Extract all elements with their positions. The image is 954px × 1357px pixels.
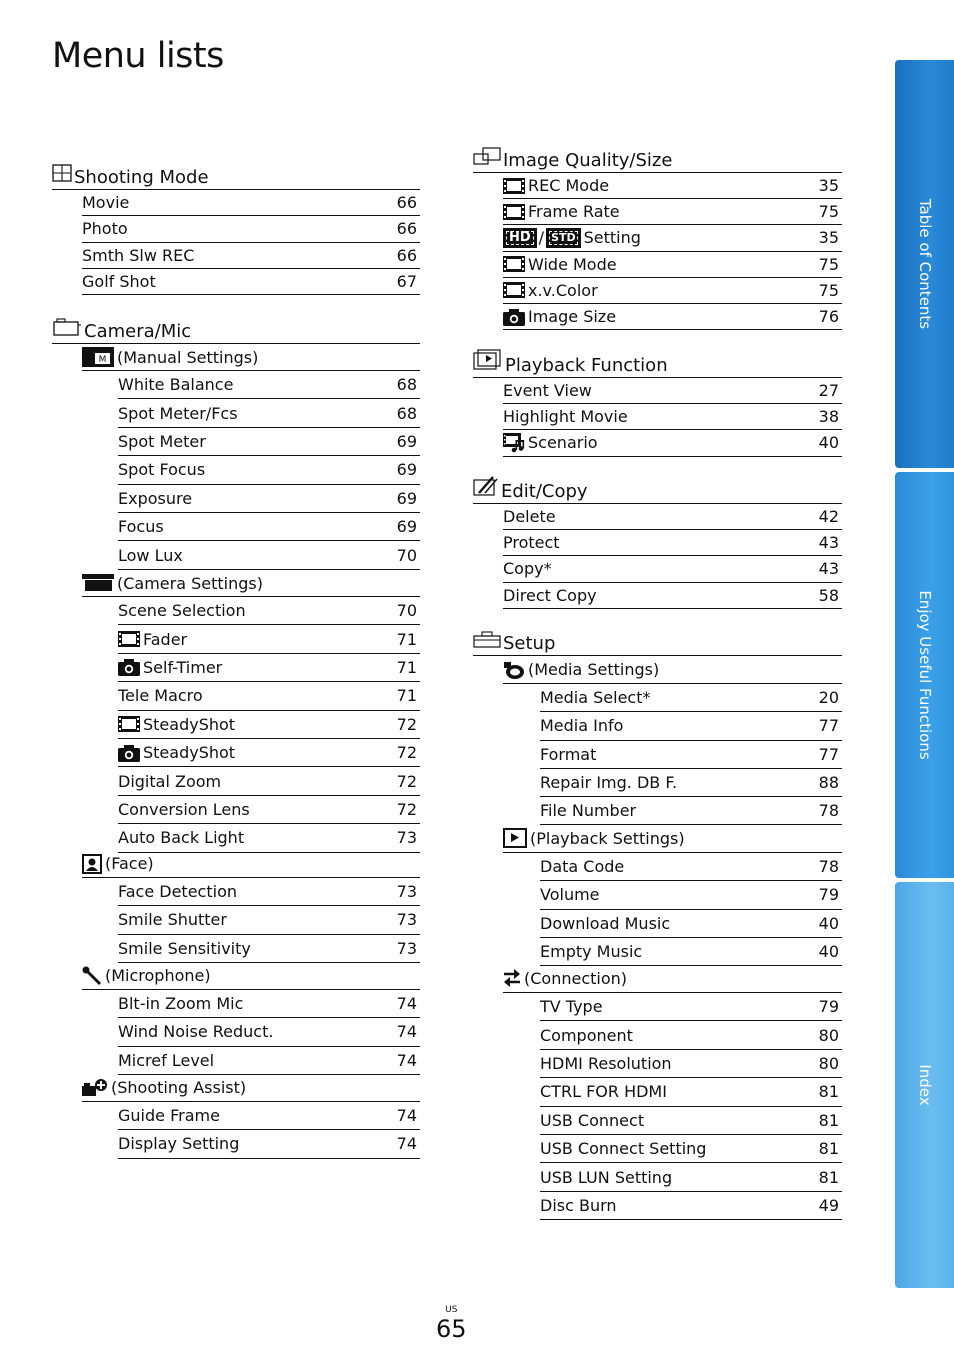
page-ref: 74 (396, 994, 417, 1014)
menu-row[interactable] (118, 739, 420, 767)
page-ref: 68 (396, 403, 417, 423)
page-ref: 71 (396, 629, 417, 649)
menu-row[interactable] (540, 1163, 842, 1191)
menu-item-label (82, 193, 129, 212)
tab-enjoy-useful-functions[interactable] (895, 472, 954, 878)
menu-item-label (503, 381, 592, 400)
page-ref: 81 (818, 1110, 839, 1130)
menu-row[interactable] (540, 1135, 842, 1163)
media-settings-icon (503, 660, 525, 680)
menu-item-label (540, 1026, 633, 1045)
page-ref: 35 (818, 228, 839, 248)
menu-item-label (118, 489, 192, 508)
menu-item-text: Smth Slw REC (82, 245, 195, 265)
menu-row[interactable] (118, 625, 420, 653)
menu-item-text: USB LUN Setting (540, 1167, 673, 1187)
menu-item-text: Spot Focus (118, 460, 206, 480)
page-ref: 27 (818, 381, 839, 401)
menu-item-label (118, 743, 235, 762)
svg-text:M: M (98, 355, 107, 365)
page-ref: 42 (818, 507, 839, 527)
menu-item-text: x.v.Color (528, 280, 598, 300)
menu-item-label (118, 715, 235, 734)
menu-row[interactable] (82, 269, 420, 295)
menu-row[interactable] (118, 597, 420, 625)
page-ref: 74 (396, 1050, 417, 1070)
menu-item-text: White Balance (118, 375, 234, 395)
page-ref: 71 (396, 686, 417, 706)
page-ref: 79 (818, 885, 839, 905)
menu-row[interactable] (503, 173, 842, 199)
page-ref: 66 (396, 245, 417, 265)
menu-item-text: Digital Zoom (118, 771, 222, 791)
menu-item-text: Wide Mode (528, 254, 617, 274)
menu-row[interactable] (540, 881, 842, 909)
page-ref: 71 (396, 657, 417, 677)
menu-item-label (540, 1082, 667, 1101)
movie-icon (503, 177, 525, 195)
menu-row[interactable] (503, 430, 842, 456)
page-ref: 72 (396, 743, 417, 763)
page-ref: 77 (818, 716, 839, 736)
page-ref: 67 (396, 272, 417, 292)
page-number (436, 1306, 467, 1343)
menu-item-label (540, 997, 603, 1016)
menu-item-label (118, 939, 251, 958)
menu-row[interactable] (503, 378, 842, 404)
menu-row[interactable] (118, 906, 420, 934)
subhead-face (82, 850, 420, 878)
page-ref: 76 (818, 307, 839, 327)
menu-item-text: Spot Meter/Fcs (118, 403, 238, 423)
menu-row[interactable] (118, 371, 420, 399)
movie-icon (118, 630, 140, 648)
menu-item-label (118, 800, 250, 819)
menu-item-label (82, 272, 156, 291)
menu-item-label (540, 1196, 617, 1215)
menu-item-text: Face Detection (118, 882, 237, 902)
page-ref: 80 (818, 1053, 839, 1073)
menu-item-text: Photo (82, 219, 128, 239)
menu-item-text: Frame Rate (528, 202, 620, 222)
menu-item-text: Delete (503, 507, 556, 527)
section-title: Edit/Copy (501, 481, 588, 502)
menu-row[interactable] (118, 878, 420, 906)
page-region: US (445, 1305, 458, 1315)
menu-row[interactable] (118, 456, 420, 484)
edit-copy-icon (473, 475, 499, 502)
menu-item-text: Guide Frame (118, 1106, 220, 1126)
menu-item-label (118, 828, 244, 847)
menu-item-text: Low Lux (118, 545, 183, 565)
menu-row[interactable] (540, 712, 842, 740)
menu-item-text: Smile Shutter (118, 910, 227, 930)
menu-item-label (540, 857, 624, 876)
tab-label: Enjoy Useful Functions (915, 590, 934, 760)
subhead-manual-settings (82, 344, 420, 371)
section-title: Camera/Mic (84, 321, 192, 342)
page-ref: 40 (818, 433, 839, 453)
menu-item-label (503, 507, 556, 526)
menu-item-text: Auto Back Light (118, 828, 245, 848)
menu-item-text: File Number (540, 801, 637, 821)
menu-row[interactable] (540, 910, 842, 938)
menu-item-label (82, 246, 194, 265)
menu-item-text: Repair Img. DB F. (540, 773, 678, 793)
page-ref: 75 (818, 254, 839, 274)
tab-table-of-contents[interactable] (895, 60, 954, 468)
page-ref: 49 (818, 1195, 839, 1215)
subhead-label: (Face) (105, 854, 154, 873)
menu-item-text: Empty Music (540, 942, 643, 962)
menu-row[interactable] (118, 399, 420, 427)
menu-row[interactable] (118, 654, 420, 682)
menu-item-label (118, 460, 205, 479)
subhead-microphone (82, 962, 420, 990)
page-ref: 66 (396, 219, 417, 239)
subhead-connection (503, 964, 842, 993)
page-ref: 66 (396, 193, 417, 213)
menu-item-label (503, 407, 628, 426)
menu-item-label (540, 1054, 672, 1073)
menu-row[interactable] (540, 769, 842, 797)
menu-item-label (118, 882, 237, 901)
menu-item-label (118, 630, 187, 649)
movie-icon (118, 715, 140, 733)
menu-item-label (503, 586, 597, 605)
menu-item-label (82, 219, 128, 238)
subhead-label: (Media Settings) (528, 660, 660, 679)
menu-item-label (540, 1139, 706, 1158)
page-ref: 72 (396, 799, 417, 819)
menu-row[interactable] (118, 428, 420, 456)
menu-row[interactable] (540, 797, 842, 825)
menu-row[interactable] (118, 990, 420, 1018)
menu-row[interactable] (540, 1021, 842, 1049)
menu-item-text: Smile Sensitivity (118, 938, 251, 958)
page-ref: 70 (396, 545, 417, 565)
menu-item-text: Blt-in Zoom Mic (118, 994, 244, 1014)
microphone-icon (82, 966, 102, 986)
page-ref: 43 (818, 559, 839, 579)
menu-item-label (118, 404, 238, 423)
menu-item-label (118, 658, 222, 677)
menu-row[interactable] (118, 1018, 420, 1046)
page-ref: 20 (818, 688, 839, 708)
movie-icon (503, 255, 525, 273)
menu-item-label (540, 1168, 672, 1187)
menu-row[interactable] (118, 541, 420, 569)
menu-row[interactable] (540, 1050, 842, 1078)
subhead-media-settings (503, 656, 842, 684)
page-ref: 68 (396, 375, 417, 395)
subhead-label: (Shooting Assist) (111, 1078, 247, 1097)
menu-item-label (118, 686, 203, 705)
menu-item-label (503, 281, 598, 300)
menu-row[interactable] (540, 741, 842, 769)
connection-icon (503, 968, 521, 988)
page-ref: 80 (818, 1025, 839, 1045)
page-ref: 88 (818, 773, 839, 793)
menu-item-text: TV Type (540, 997, 603, 1017)
camera-mic-icon (52, 317, 82, 342)
manual-settings-icon (82, 347, 114, 367)
section-title: Image Quality/Size (503, 150, 673, 171)
menu-row[interactable] (540, 853, 842, 881)
menu-item-label (540, 1111, 644, 1130)
menu-item-text: Protect (503, 533, 560, 553)
image-quality-icon (473, 146, 501, 171)
menu-item-label (503, 176, 609, 195)
menu-item-label (503, 202, 620, 221)
page-ref: 74 (396, 1022, 417, 1042)
menu-item-text: Golf Shot (82, 272, 156, 292)
shooting-assist-icon (82, 1078, 108, 1098)
hd-std-badges (503, 228, 581, 248)
page-ref: 74 (396, 1106, 417, 1126)
menu-row[interactable] (503, 252, 842, 278)
tab-label: Index (915, 1064, 934, 1106)
menu-item-label (118, 1022, 273, 1041)
page-ref: 73 (396, 938, 417, 958)
subhead-camera-settings (82, 570, 420, 597)
page-ref: 72 (396, 771, 417, 791)
section-edit-copy (473, 474, 842, 504)
menu-item-text: Conversion Lens (118, 799, 250, 819)
menu-item-text: Spot Meter (118, 431, 206, 451)
menu-row[interactable] (82, 190, 420, 216)
camera-settings-icon (82, 573, 114, 593)
menu-item-label (118, 517, 164, 536)
menu-item-label (118, 772, 221, 791)
page-number-value: 65 (436, 1315, 467, 1343)
playback-settings-icon (503, 828, 527, 848)
section-setup (473, 628, 842, 656)
menu-item-text: HDMI Resolution (540, 1053, 672, 1073)
menu-item-text: Display Setting (118, 1134, 240, 1154)
page-ref: 78 (818, 857, 839, 877)
hd-badge-icon: HD (503, 228, 537, 248)
menu-row[interactable] (118, 513, 420, 541)
menu-row[interactable] (118, 485, 420, 513)
menu-item-text: Focus (118, 517, 164, 537)
page-title: Menu lists (52, 36, 224, 76)
menu-item-text: Format (540, 744, 597, 764)
menu-row[interactable] (503, 278, 842, 304)
movie-icon (503, 281, 525, 299)
page-ref: 73 (396, 882, 417, 902)
menu-item-label (118, 1051, 214, 1070)
menu-item-text: USB Connect Setting (540, 1139, 707, 1159)
camera-icon (503, 308, 525, 326)
menu-row[interactable] (118, 767, 420, 795)
menu-row[interactable] (118, 1047, 420, 1075)
page-ref: 78 (818, 801, 839, 821)
menu-item-label (118, 994, 243, 1013)
menu-item-text: Tele Macro (118, 686, 203, 706)
menu-item-label (540, 688, 651, 707)
menu-row[interactable] (503, 530, 842, 556)
tab-label: Table of Contents (915, 198, 934, 330)
menu-item-text: SteadyShot (143, 743, 236, 763)
menu-row[interactable] (540, 993, 842, 1021)
menu-item-text: CTRL FOR HDMI (540, 1082, 667, 1102)
page-ref: 69 (396, 460, 417, 480)
camera-icon (118, 658, 140, 676)
movie-icon (503, 203, 525, 221)
menu-item-label (540, 773, 677, 792)
menu-item-label (503, 533, 560, 552)
menu-row[interactable] (118, 711, 420, 739)
menu-item-text: Movie (82, 193, 130, 213)
page-ref: 75 (818, 202, 839, 222)
page-ref: 72 (396, 714, 417, 734)
menu-row[interactable] (82, 216, 420, 242)
page-ref: 81 (818, 1139, 839, 1159)
tab-index[interactable] (895, 882, 954, 1288)
page-ref: 69 (396, 517, 417, 537)
menu-item-label (503, 228, 641, 248)
menu-row[interactable] (118, 824, 420, 852)
menu-item-label (540, 914, 670, 933)
menu-item-text: Direct Copy (503, 585, 597, 605)
subhead-shooting-assist (82, 1074, 420, 1102)
menu-row[interactable] (540, 1078, 842, 1106)
playback-function-icon (473, 349, 503, 376)
menu-row[interactable] (503, 404, 842, 430)
page-ref: 58 (818, 585, 839, 605)
menu-item-label (118, 1134, 239, 1153)
menu-item-text: Fader (143, 629, 188, 649)
subhead-label: (Camera Settings) (117, 573, 263, 593)
section-title: Playback Function (505, 355, 668, 376)
menu-row[interactable] (503, 225, 842, 251)
section-playback-function (473, 348, 842, 378)
section-image-quality (473, 143, 842, 173)
menu-item-text: Component (540, 1025, 633, 1045)
page-ref: 74 (396, 1134, 417, 1154)
menu-item-text: Copy* (503, 559, 552, 579)
menu-row[interactable] (503, 583, 842, 609)
page-ref: 81 (818, 1082, 839, 1102)
page-ref: 43 (818, 533, 839, 553)
face-icon (82, 854, 102, 874)
menu-item-text: Scenario (528, 433, 598, 453)
page-ref: 40 (818, 942, 839, 962)
section-camera-mic (52, 314, 420, 344)
menu-row[interactable] (540, 1107, 842, 1135)
menu-item-label (540, 745, 596, 764)
menu-row[interactable] (540, 1192, 842, 1220)
menu-row[interactable] (118, 935, 420, 963)
camera-icon (118, 744, 140, 762)
page-ref: 73 (396, 828, 417, 848)
menu-item-text: Media Select* (540, 688, 651, 708)
menu-item-label (503, 307, 616, 326)
page-ref: 75 (818, 280, 839, 300)
page-ref: 73 (396, 910, 417, 930)
menu-item-label (503, 433, 598, 453)
menu-row[interactable] (118, 682, 420, 710)
menu-item-text: Event View (503, 381, 592, 401)
page-ref: 69 (396, 431, 417, 451)
setup-icon (473, 631, 501, 654)
menu-item-label (118, 910, 227, 929)
page-ref: 70 (396, 601, 417, 621)
subhead-playback-settings (503, 824, 842, 853)
menu-item-label (118, 546, 183, 565)
menu-row[interactable] (503, 199, 842, 225)
menu-row[interactable] (82, 243, 420, 269)
subhead-label: (Manual Settings) (117, 347, 259, 367)
menu-row[interactable] (118, 796, 420, 824)
page-ref: 81 (818, 1167, 839, 1187)
menu-item-label (503, 559, 552, 578)
menu-item-label (540, 716, 623, 735)
menu-item-text: Highlight Movie (503, 407, 628, 427)
shooting-mode-icon (52, 163, 72, 188)
scenario-icon (503, 433, 525, 453)
menu-item-label (540, 942, 642, 961)
section-shooting-mode (52, 160, 420, 190)
page-ref: 35 (818, 176, 839, 196)
page-ref: 79 (818, 997, 839, 1017)
menu-item-text: Data Code (540, 857, 625, 877)
menu-item-text: Image Size (528, 307, 617, 327)
menu-item-label (503, 255, 617, 274)
menu-item-text: Download Music (540, 913, 671, 933)
subhead-label: (Microphone) (105, 966, 211, 985)
page-ref: 69 (396, 488, 417, 508)
menu-row[interactable] (118, 1130, 420, 1158)
menu-item-text: Micref Level (118, 1050, 215, 1070)
page-ref: 38 (818, 407, 839, 427)
menu-row[interactable] (540, 938, 842, 966)
menu-item-label (118, 432, 206, 451)
menu-item-label (118, 1106, 220, 1125)
menu-row[interactable] (503, 504, 842, 530)
menu-item-text: Media Info (540, 716, 624, 736)
slash: / (538, 228, 545, 248)
menu-item-text: Exposure (118, 488, 193, 508)
section-title: Shooting Mode (74, 167, 209, 188)
menu-item-label (118, 601, 246, 620)
menu-item-text: Self-Timer (143, 657, 223, 677)
menu-item-text: Wind Noise Reduct. (118, 1022, 274, 1042)
menu-item-text: Disc Burn (540, 1195, 617, 1215)
subhead-label: (Playback Settings) (530, 828, 685, 848)
subhead-label: (Connection) (524, 968, 628, 988)
section-title: Setup (503, 633, 556, 654)
page-ref: 77 (818, 744, 839, 764)
menu-row[interactable] (540, 684, 842, 712)
menu-item-text: USB Connect (540, 1110, 645, 1130)
menu-item-label (540, 885, 600, 904)
std-badge-icon: STD (546, 228, 581, 248)
page-ref: 40 (818, 913, 839, 933)
menu-row[interactable] (503, 556, 842, 582)
menu-row[interactable] (503, 304, 842, 330)
menu-item-text: Scene Selection (118, 601, 246, 621)
menu-item-text: Volume (540, 885, 600, 905)
menu-item-label (118, 375, 233, 394)
menu-item-text: REC Mode (528, 176, 610, 196)
menu-item-text: Setting (583, 228, 641, 248)
menu-item-text: SteadyShot (143, 714, 236, 734)
menu-row[interactable] (118, 1102, 420, 1130)
menu-item-label (540, 801, 636, 820)
